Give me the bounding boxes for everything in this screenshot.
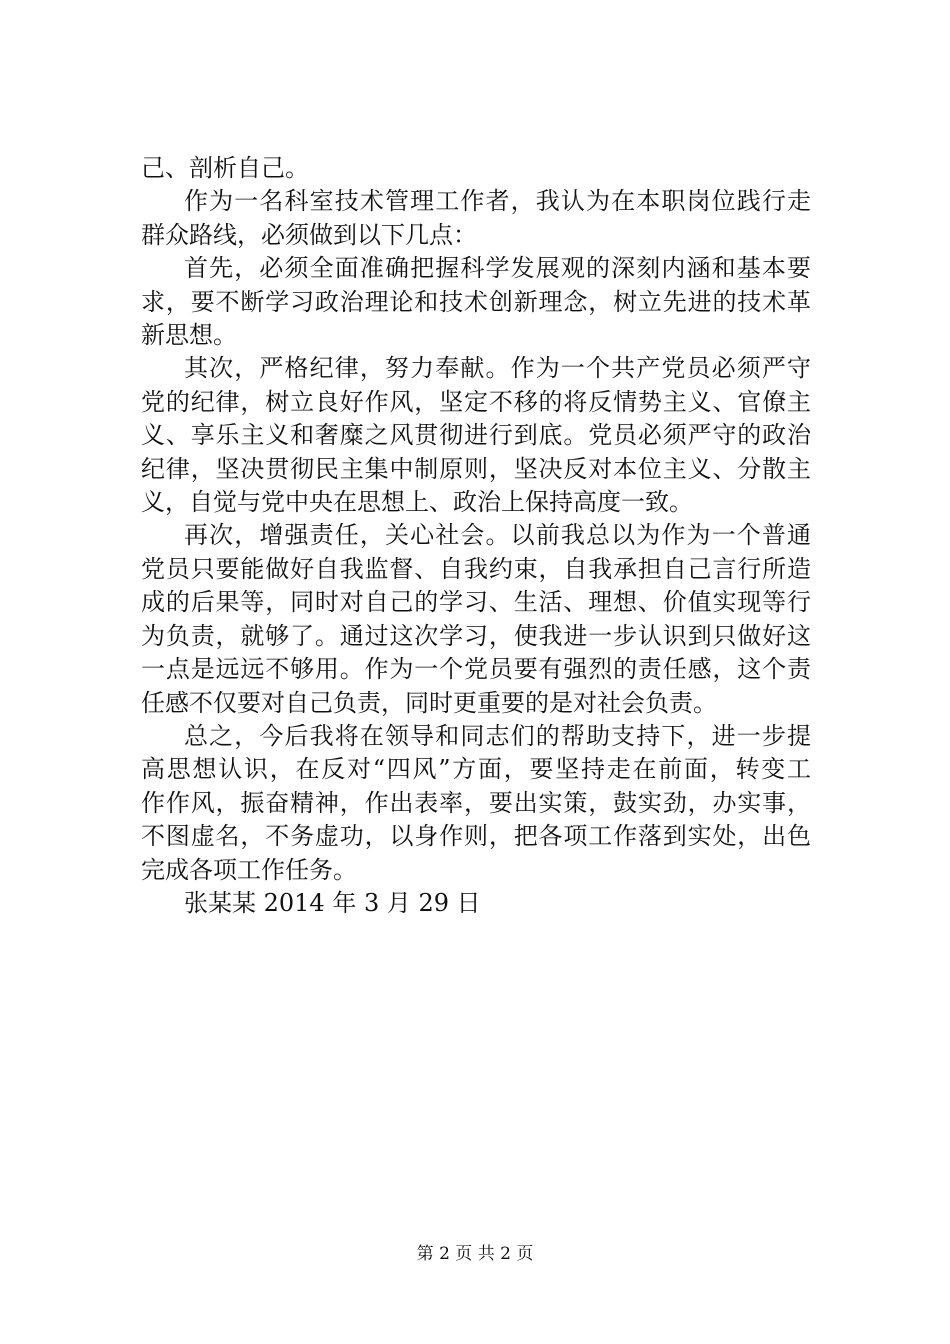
text-line: 完成各项工作任务。: [141, 855, 357, 884]
signature-date: 张某某 2014 年 3 月 29 日: [184, 888, 481, 917]
text-line: 己、剖析自己。: [141, 154, 309, 182]
text-line: 作为一名科室技术管理工作者，我认为在本职岗位践行走: [184, 187, 811, 216]
text-line: 一点是远远不够用。作为一个党员要有强烈的责任感，这个责: [141, 655, 811, 684]
text-line: 成的后果等，同时对自己的学习、生活、理想、价值实现等行: [141, 588, 811, 617]
text-line: 新思想。: [141, 321, 237, 350]
text-line: 作作风，振奋精神，作出表率，要出实策，鼓实劲，办实事，: [141, 788, 811, 817]
text-line: 求，要不断学习政治理论和技术创新理念，树立先进的技术革: [141, 287, 811, 316]
text-line: 群众路线，必须做到以下几点：: [141, 220, 477, 249]
text-line: 党的纪律，树立良好作风，坚定不移的将反情势主义、官僚主: [141, 387, 811, 416]
page-number: 第 2 页 共 2 页: [416, 1244, 534, 1264]
text-line: 义、享乐主义和奢糜之风贯彻进行到底。党员必须严守的政治: [141, 421, 811, 450]
text-line: 不图虚名，不务虚功，以身作则，把各项工作落到实处，出色: [141, 822, 811, 851]
text-line: 任感不仅要对自己负责，同时更重要的是对社会负责。: [141, 688, 717, 717]
text-line: 纪律，坚决贯彻民主集中制原则，坚决反对本位主义、分散主: [141, 454, 811, 483]
text-line: 总之，今后我将在领导和同志们的帮助支持下，进一步提: [184, 721, 811, 750]
text-line: 义，自觉与党中央在思想上、政治上保持高度一致。: [141, 488, 693, 517]
text-line: 首先，必须全面准确把握科学发展观的深刻内涵和基本要: [184, 254, 811, 283]
text-line: 再次，增强责任，关心社会。以前我总以为作为一个普通: [184, 521, 811, 550]
text-line: 高思想认识，在反对“四风”方面，要坚持走在前面，转变工: [141, 755, 811, 784]
page-footer: [0, 1244, 950, 1264]
text-line: 其次，严格纪律，努力奉献。作为一个共产党员必须严守: [184, 354, 811, 383]
text-line: 为负责，就够了。通过这次学习，使我进一步认识到只做好这: [141, 621, 811, 650]
text-line: 党员只要能做好自我监督、自我约束，自我承担自己言行所造: [141, 554, 811, 583]
document-body: [141, 152, 811, 920]
